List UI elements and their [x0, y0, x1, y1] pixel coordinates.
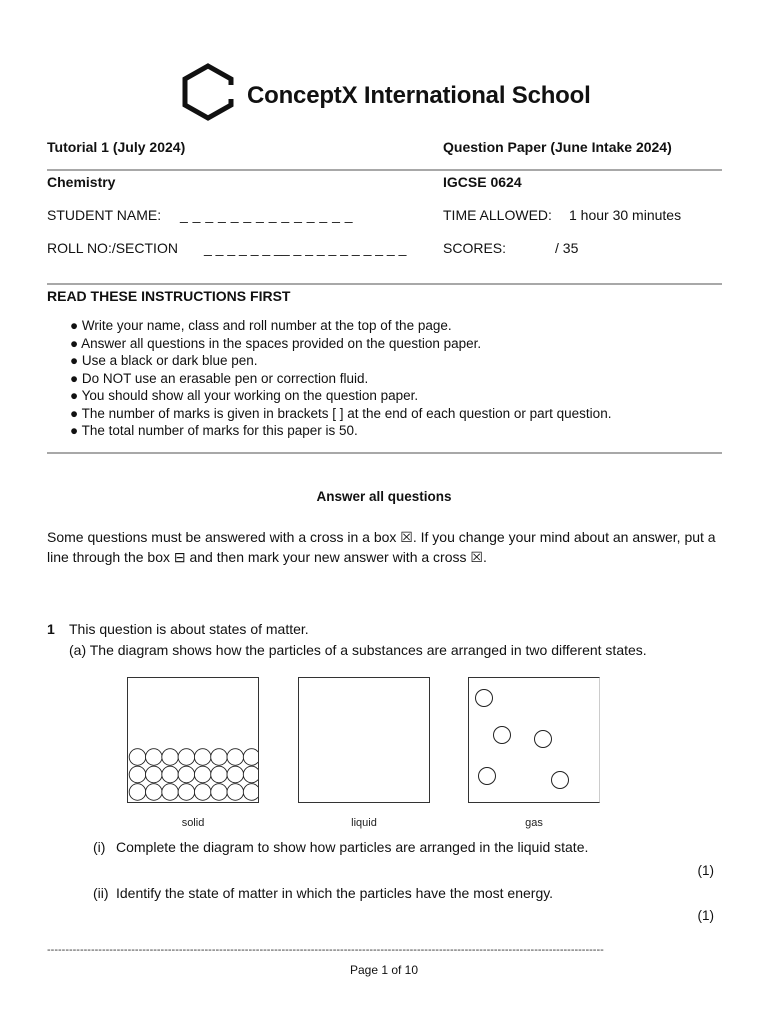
solid-particle — [211, 749, 228, 766]
page-number: Page 1 of 10 — [349, 963, 419, 977]
list-item: ● You should show all your working on the question paper. — [70, 388, 419, 403]
divider — [47, 169, 722, 171]
solid-particle — [129, 749, 146, 766]
tutorial-label: Tutorial 1 (July 2024) — [47, 139, 186, 155]
instructions-list — [70, 317, 611, 440]
solid-particles — [128, 678, 258, 802]
school-name: ConceptX International School — [247, 82, 591, 109]
paper-label: Question Paper (June Intake 2024) — [443, 139, 672, 155]
solid-particle — [162, 749, 179, 766]
marks-i: (1) — [697, 863, 714, 878]
sub-question-ii: Identify the state of matter in which the particles have the most energy. — [116, 885, 554, 901]
time-allowed-value: 1 hour 30 minutes — [569, 207, 682, 223]
gas-diagram — [468, 677, 600, 803]
solid-particle — [146, 766, 163, 783]
marks-ii: (1) — [697, 908, 714, 923]
solid-particle — [211, 766, 228, 783]
question-stem: This question is about states of matter. — [69, 621, 309, 637]
cross-instruction-line1: Some questions must be answered with a cross in a box ☒. If you change your mind about an answer, put a — [47, 529, 716, 545]
hexagon-logo-icon — [178, 62, 238, 122]
list-item: ● The number of marks is given in brackets [ ] at the end of each question or part question. — [70, 405, 612, 421]
solid-particle — [146, 784, 163, 801]
divider — [47, 452, 722, 454]
question-part-a: (a) The diagram shows how the particles of a substances are arranged in two different states. — [69, 642, 647, 658]
list-item: ● Do NOT use an erasable pen or correction fluid. — [70, 370, 369, 386]
solid-particle — [194, 784, 211, 801]
cross-instruction-line2: line through the box ⊟ and then mark your new answer with a cross ☒. — [47, 549, 487, 565]
list-item: ● Answer all questions in the spaces provided on the question paper. — [70, 335, 482, 351]
sub-question-ii-label: (ii) — [93, 885, 109, 901]
footer-dashes: -------------------------------------------------------------------------------------------------------------------------------------------------------- — [47, 944, 604, 956]
divider — [47, 283, 722, 285]
solid-particle — [146, 749, 163, 766]
solid-particle — [178, 749, 195, 766]
solid-particle — [194, 749, 211, 766]
answer-all-heading: Answer all questions — [316, 489, 452, 504]
scores-label: SCORES: — [443, 240, 507, 256]
solid-particle — [227, 749, 244, 766]
solid-particle — [243, 749, 258, 766]
student-name-field[interactable]: _ _ _ _ _ _ _ _ _ _ _ _ _ _ — [180, 207, 354, 223]
solid-diagram — [127, 677, 259, 803]
solid-particle — [194, 766, 211, 783]
list-item: ● The total number of marks for this paper is 50. — [70, 423, 358, 438]
solid-label: solid — [181, 817, 205, 829]
solid-particle — [243, 766, 258, 783]
solid-particle — [178, 766, 195, 783]
list-item: ● Use a black or dark blue pen. — [70, 353, 258, 368]
roll-section-field[interactable]: _ _ _ _ _ _ __ _ _ _ _ _ _ _ _ _ _ — [204, 240, 407, 256]
liquid-label: liquid — [351, 817, 377, 829]
solid-particle — [227, 784, 244, 801]
solid-particle — [211, 784, 228, 801]
sub-question-i: Complete the diagram to show how particles are arranged in the liquid state. — [116, 839, 589, 855]
question-number: 1 — [47, 621, 55, 637]
solid-particle — [162, 766, 179, 783]
solid-particle — [243, 784, 258, 801]
solid-particle — [178, 784, 195, 801]
solid-particle — [227, 766, 244, 783]
instructions-heading: READ THESE INSTRUCTIONS FIRST — [47, 288, 291, 304]
gas-label: gas — [525, 817, 543, 829]
syllabus-code: IGCSE 0624 — [443, 174, 522, 190]
solid-particle — [129, 766, 146, 783]
solid-particle — [129, 784, 146, 801]
gas-particles — [469, 678, 599, 802]
solid-particle — [162, 784, 179, 801]
scores-value: / 35 — [555, 240, 579, 256]
liquid-diagram[interactable] — [298, 677, 430, 803]
subject-label: Chemistry — [47, 174, 116, 190]
student-name-label: STUDENT NAME: — [47, 207, 162, 223]
roll-section-label: ROLL NO:/SECTION — [47, 240, 178, 256]
sub-question-i-label: (i) — [93, 839, 106, 855]
time-allowed-label: TIME ALLOWED: — [443, 207, 552, 223]
list-item: ● Write your name, class and roll number at the top of the page. — [70, 318, 452, 333]
